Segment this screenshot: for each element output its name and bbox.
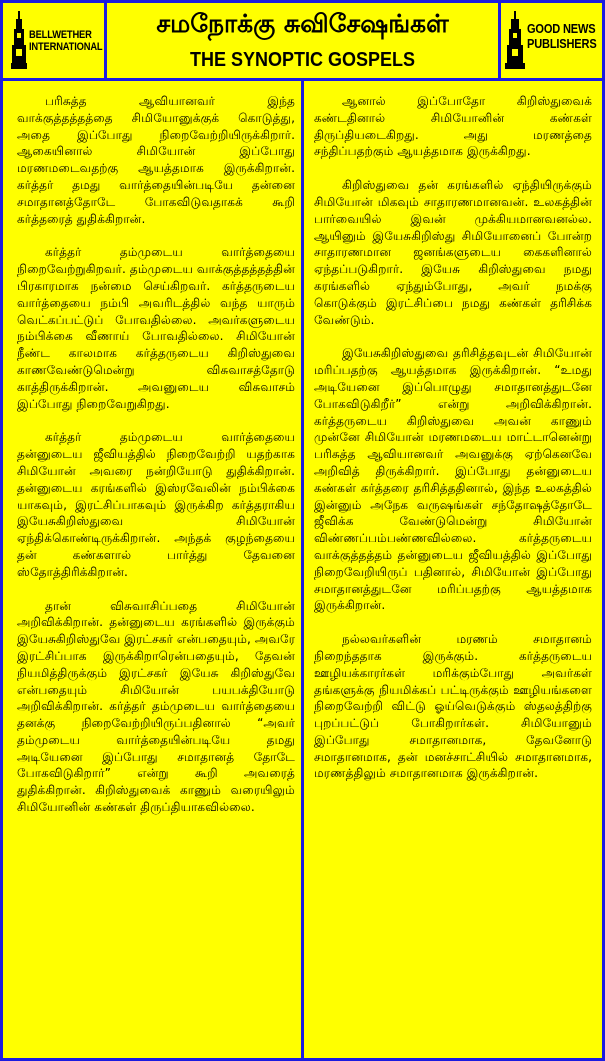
paragraph: தான் விசுவாசிப்பதை சிமியோன் அறிவிக்கிறான். தன்னுடைய கரங்களில் இருக்கும் இயேசுகிறிஸ்துவே இரட்சகர் என்பதையும், அவரே இரட்சிப்பாக இருக்கிறாரென்பதையும், தேவன் நியமித்திருக்கும் இரட்சகர் இயேசு கிறிஸ்துவே என்பதையும் சிமியோன் பயபக்தியோடு அறிவிக்கிறான். கர்த்தர் தம்முடைய வார்த்தையை தனக்கு நிறைவேற்றியிருப்பதினால் “அவர் தம்முடைய வார்த்தையின்படியே தமது அடியேனை இப்போது சமாதானத் தோடே போகவிடுகிறார்” என்று கூறி அவரைத் துதிக்கிறான். கிறிஸ்துவைக் காணும் வரையிலும் சிமியோனின் கண்கள் திருப்தியாகவில்லை. bbox=[17, 598, 295, 815]
paragraph: நல்லவர்களின் மரணம் சமாதானம் நிறைந்ததாக இருக்கும். கர்த்தருடைய ஊழியக்காரர்கள் மரிக்கும்போது அவர்கள் தங்களுக்கு நியமிக்கப் பட்டிருக்கும் ஊழியங்களை நிறைவேற்றி விட்டு ஓய்வெடுக்கும் ஸ்தலத்திற்கு புறப்பட்டுப் போகிறார்கள். சிமியோனும் இப்போது சமாதானமாக, தேவனோடு சமாதானமாக, தன் மனச்சாட்சியில் சமாதானமாக, மரணத்திலும் சமாதானமாக இருக்கிறான். bbox=[314, 632, 592, 781]
page-title-english: THE SYNOPTIC GOSPELS bbox=[189, 49, 416, 71]
page-title-tamil: சமநோக்கு சுவிசேஷங்கள் bbox=[156, 9, 449, 38]
right-column bbox=[314, 93, 592, 799]
paragraph: ஆனால் இப்போதோ கிறிஸ்துவைக் கண்டதினால் சிமியோனின் கண்கள் திருப்தியடைகிறது. அது மரணத்தை சந்திப்பதற்கும் ஆயத்தமாக இருக்கிறது. bbox=[314, 94, 592, 159]
column-divider bbox=[301, 81, 304, 1058]
good-news-logo-text: GOOD NEWS PUBLISHERS bbox=[527, 21, 597, 51]
title-block bbox=[107, 3, 498, 78]
good-news-logo bbox=[498, 3, 602, 78]
left-column bbox=[17, 93, 295, 833]
bellwether-logo-text: BELLWETHER INTERNATIONAL bbox=[29, 29, 103, 53]
bellwether-logo bbox=[3, 3, 107, 78]
paragraph: கர்த்தர் தம்முடைய வார்த்தையை நிறைவேற்றுகிறவர். தம்முடைய வாக்குத்தத்தத்தின் பிரகாரமாக நன்மை செய்கிறவர். கர்த்தருடைய வார்த்தையை நம்பி அவரிடத்தில் வந்த யாரும் வெட்கப்பட்டுப் போவதில்லை. அவர்களுடைய நம்பிக்கை வீணாய் போவதில்லை. சிமியோன் நீண்ட காலமாக கர்த்தருடைய கிறிஸ்துவை காணவேண்டுமென்று விசுவாசத்தோடு காத்திருக்கிறான். அவனுடைய விசுவாசம் இப்போது நிறைவேறுகிறது. bbox=[17, 245, 295, 411]
paragraph: இயேசுகிறிஸ்துவை தரிசித்தவுடன் சிமியோன் மரிப்பதற்கு ஆயத்தமாக இருக்கிறான். “உமது அடியேனை இப்பொழுது சமாதானத்துடனே போகவிடுகிறீர்” என்று அறிவிக்கிறான். கர்த்தருடைய கிறிஸ்துவை அவன் காணும் முன்னே சிமியோன் மரணமடைய மாட்டானென்று பரிசுத்த ஆவியானவர் அவனுக்கு ஏற்கெனவே அறிவித் திருக்கிறார். இப்போது தன்னுடைய கண்கள் கர்த்தரை தரிசித்ததினால், இந்த உலகத்தில் இன்னும் அநேக வருஷங்கள் சந்தோஷத்தோடே ஜீவிக்க வேண்டுமென்று சிமியோன் விண்ணப்பம்பண்ணவில்லை. கர்த்தருடைய வாக்குத்தத்தம் தன்னுடைய ஜீவியத்தில் இப்போது நிறைவேறியிருப் பதினால், சிமியோன் இப்போது சமாதானத்துடனே மரிப்பதற்கு ஆயத்தமாக இருக்கிறான். bbox=[314, 346, 592, 613]
paragraph: கிறிஸ்துவை தன் கரங்களில் ஏந்தியிருக்கும் சிமியோன் மிகவும் சாதாரணமானவன். உலகத்தின் பார்வையில் இவன் முக்கியமானவனல்ல. ஆயினும் இயேசுகிறிஸ்து சிமியோனைப் போன்ற சாதாரணமான ஜனங்களுடைய கைகளினால் ஏந்தப்படுகிறார். இயேசு கிறிஸ்துவை நமது கரங்களில் ஏந்தும்போது, அவர் நமக்கு கொடுக்கும் இரட்சிப்பை நமது கண்கள் தரிசிக்க வேண்டும். bbox=[314, 178, 592, 327]
header bbox=[3, 3, 602, 81]
building-icon bbox=[11, 11, 27, 73]
building-icon bbox=[505, 11, 525, 73]
paragraph: பரிசுத்த ஆவியானவர் இந்த வாக்குத்தத்தத்தை சிமியோனுக்குக் கொடுத்து, அதை இப்போது நிறைவேற்றியிருக்கிறார். ஆகையினால் சிமியோன் இப்போது மரணமடைவதற்கு ஆயத்தமாக இருக்கிறான். கர்த்தர் தமது வார்த்தையின்படியே தன்னை சமாதானத்தோடே போகவிடுவதாகக் கூறி கர்த்தரைத் துதிக்கிறான். bbox=[17, 94, 295, 226]
paragraph: கர்த்தர் தம்முடைய வார்த்தையை தன்னுடைய ஜீவியத்தில் நிறைவேற்றி யதற்காக சிமியோன் அவரை நன்றியோடு துதிக்கிறான். தன்னுடைய கரங்களில் இஸ்ரவேலின் நம்பிக்கை யாகவும், இரட்சிப்பாகவும் இருக்கிற கர்த்தராகிய இயேசுகிறிஸ்துவை சிமியோன் ஏந்திக்கொண்டிருக்கிறான். அந்தக் குழந்தையை தன் கண்களால் பார்த்து தேவனை ஸ்தோத்திரிக்கிறான். bbox=[17, 430, 295, 579]
